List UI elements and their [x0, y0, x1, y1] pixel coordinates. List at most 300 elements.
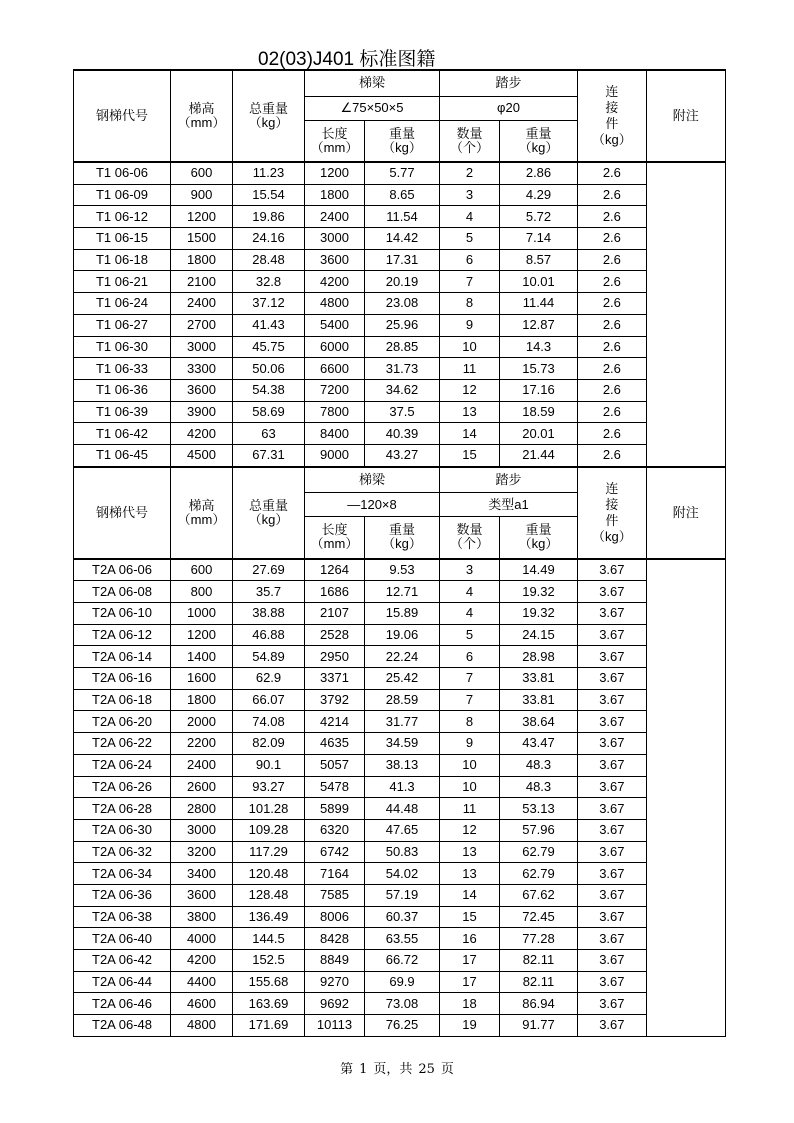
table-cell: T1 06-39: [74, 401, 171, 423]
table-row: [74, 928, 726, 950]
table-cell: 3.67: [578, 884, 647, 906]
header-text: 梯高: [188, 101, 215, 116]
table-row: [74, 228, 726, 250]
table-cell: 1800: [171, 689, 233, 711]
table-cell: 5478: [305, 776, 365, 798]
table-cell: T1 06-18: [74, 249, 171, 271]
table-cell: 4.29: [500, 184, 578, 206]
table-cell: 2.86: [500, 162, 578, 184]
table-cell: T2A 06-48: [74, 1015, 171, 1037]
table-cell: 15.73: [500, 358, 578, 380]
table-cell: 33.81: [500, 689, 578, 711]
table-cell: 2.6: [578, 184, 647, 206]
table-cell: 90.1: [233, 754, 305, 776]
table-cell: 43.47: [500, 733, 578, 755]
table-row: [74, 689, 726, 711]
table-cell: 6: [440, 646, 500, 668]
table-cell: 2.6: [578, 379, 647, 401]
table-cell: 2600: [171, 776, 233, 798]
table-cell: 40.39: [365, 423, 440, 445]
table-cell: 4: [440, 206, 500, 228]
table-cell: 152.5: [233, 950, 305, 972]
table-cell: 15: [440, 444, 500, 466]
table-cell: 34.62: [365, 379, 440, 401]
table-cell: 28.98: [500, 646, 578, 668]
table-cell: T2A 06-24: [74, 754, 171, 776]
table-cell: 2.6: [578, 249, 647, 271]
table-cell: 93.27: [233, 776, 305, 798]
table-cell: 6: [440, 249, 500, 271]
table-cell: 2400: [171, 293, 233, 315]
table-cell: 136.49: [233, 906, 305, 928]
table-cell: 17.31: [365, 249, 440, 271]
table-cell: 13: [440, 401, 500, 423]
table-cell: 3.67: [578, 733, 647, 755]
table-cell: 171.69: [233, 1015, 305, 1037]
table-cell: 120.48: [233, 863, 305, 885]
table-row: [74, 358, 726, 380]
table-row: [74, 1015, 726, 1037]
header-text: 梯高: [188, 497, 215, 513]
col-header-code: 钢梯代号: [74, 70, 171, 162]
header-text: 重量: [388, 125, 415, 141]
table-cell: 11: [440, 358, 500, 380]
table-cell: 91.77: [500, 1015, 578, 1037]
table-cell: 7.14: [500, 228, 578, 250]
table-cell: 37.12: [233, 293, 305, 315]
col-header-count: [440, 517, 500, 559]
table-cell: 14: [440, 423, 500, 445]
table-cell: 34.59: [365, 733, 440, 755]
table-row: [74, 668, 726, 690]
table-cell: T1 06-42: [74, 423, 171, 445]
table-row: [74, 206, 726, 228]
table-cell: 14.3: [500, 336, 578, 358]
col-header-step: 踏步: [440, 467, 578, 493]
table-cell: 48.3: [500, 754, 578, 776]
table-cell: 2800: [171, 798, 233, 820]
steel-ladder-table: [73, 69, 726, 1037]
table-cell: 155.68: [233, 971, 305, 993]
table-cell: 58.69: [233, 401, 305, 423]
table-row: [74, 819, 726, 841]
table-cell: 1000: [171, 603, 233, 625]
col-header-step-weight: [500, 120, 578, 162]
header-text: （mm）: [177, 511, 226, 527]
table-cell: 8.65: [365, 184, 440, 206]
table-cell: T1 06-12: [74, 206, 171, 228]
table-cell: 18.59: [500, 401, 578, 423]
table-cell: 2.6: [578, 314, 647, 336]
table-cell: 3.67: [578, 776, 647, 798]
table-cell: 13: [440, 841, 500, 863]
table-cell: T2A 06-40: [74, 928, 171, 950]
table-cell: 37.5: [365, 401, 440, 423]
table-cell: 1200: [171, 624, 233, 646]
table-cell: 15: [440, 906, 500, 928]
table-cell: 5.77: [365, 162, 440, 184]
table-cell: 5.72: [500, 206, 578, 228]
table-cell: 4800: [305, 293, 365, 315]
table-cell: 38.13: [365, 754, 440, 776]
table-cell: 2.6: [578, 206, 647, 228]
col-header-step-weight: [500, 517, 578, 559]
table-cell: 48.3: [500, 776, 578, 798]
table-cell: 3.67: [578, 624, 647, 646]
table-cell: 3200: [171, 841, 233, 863]
table-cell: T2A 06-18: [74, 689, 171, 711]
table-row: [74, 559, 726, 581]
table-cell: 3600: [171, 379, 233, 401]
footer-page-total: 25: [418, 1062, 435, 1077]
table-cell: 10: [440, 336, 500, 358]
table-cell: 60.37: [365, 906, 440, 928]
header-text: （mm）: [177, 115, 226, 130]
table-row: [74, 581, 726, 603]
header-text: （个）: [449, 139, 489, 155]
table-cell: 24.15: [500, 624, 578, 646]
table-cell: 4000: [171, 928, 233, 950]
table-cell: 17: [440, 971, 500, 993]
table-cell: 128.48: [233, 884, 305, 906]
beam-spec: —120×8: [305, 493, 440, 517]
table-cell: 11.23: [233, 162, 305, 184]
table-cell: T1 06-45: [74, 444, 171, 466]
table-cell: 3.67: [578, 646, 647, 668]
col-header-count: [440, 120, 500, 162]
table-row: [74, 884, 726, 906]
table-cell: 2.6: [578, 162, 647, 184]
conn-header-char: 连: [605, 84, 619, 99]
table-row: [74, 950, 726, 972]
table-cell: 31.77: [365, 711, 440, 733]
table-cell: 1264: [305, 559, 365, 581]
table-cell: 10.01: [500, 271, 578, 293]
table-cell: 4500: [171, 444, 233, 466]
table-cell: T2A 06-08: [74, 581, 171, 603]
table-cell: 62.9: [233, 668, 305, 690]
col-header-weight: [365, 517, 440, 559]
table-cell: 8.57: [500, 249, 578, 271]
table-cell: 10: [440, 754, 500, 776]
table-cell: 63.55: [365, 928, 440, 950]
table-cell: 54.02: [365, 863, 440, 885]
table-cell: 23.08: [365, 293, 440, 315]
table-cell: 86.94: [500, 993, 578, 1015]
table-cell: 2700: [171, 314, 233, 336]
table-cell: 144.5: [233, 928, 305, 950]
table-cell: 1600: [171, 668, 233, 690]
table-cell: T2A 06-16: [74, 668, 171, 690]
table-row: [74, 184, 726, 206]
table-cell: 3: [440, 559, 500, 581]
table-cell: 17.16: [500, 379, 578, 401]
table-row: [74, 863, 726, 885]
table-cell: 5400: [305, 314, 365, 336]
table-cell: 8: [440, 711, 500, 733]
table-cell: 38.64: [500, 711, 578, 733]
table-cell: 74.08: [233, 711, 305, 733]
table-cell: 117.29: [233, 841, 305, 863]
col-header-note: 附注: [646, 467, 725, 559]
footer-prefix: 第: [340, 1062, 354, 1077]
table-cell: 3.67: [578, 928, 647, 950]
header-text: 重量: [388, 522, 415, 538]
table-row: [74, 603, 726, 625]
table-cell: 69.9: [365, 971, 440, 993]
table-cell: T2A 06-20: [74, 711, 171, 733]
note-cell: [646, 559, 725, 1037]
header-text: 数量: [456, 522, 483, 538]
table-cell: 600: [171, 162, 233, 184]
table-cell: 47.65: [365, 819, 440, 841]
table-cell: 11.54: [365, 206, 440, 228]
table-row: [74, 444, 726, 466]
conn-header-unit: （kg）: [592, 528, 632, 544]
footer-page-number: 1: [359, 1062, 368, 1077]
table-cell: 15.89: [365, 603, 440, 625]
table-row: [74, 993, 726, 1015]
table-row: [74, 314, 726, 336]
table-cell: 4200: [171, 423, 233, 445]
table-cell: 3.67: [578, 559, 647, 581]
table-cell: 43.27: [365, 444, 440, 466]
table-cell: 3000: [171, 336, 233, 358]
header-text: （mm）: [310, 536, 359, 552]
table-cell: T1 06-06: [74, 162, 171, 184]
table-cell: 3.67: [578, 754, 647, 776]
table-row: [74, 733, 726, 755]
table-cell: 66.07: [233, 689, 305, 711]
table-row: [74, 249, 726, 271]
table-cell: 2950: [305, 646, 365, 668]
header-text: （kg）: [382, 139, 422, 155]
table-cell: 4: [440, 603, 500, 625]
table-cell: 12.71: [365, 581, 440, 603]
table-cell: 19.32: [500, 581, 578, 603]
table-cell: 4200: [171, 950, 233, 972]
table-cell: T1 06-15: [74, 228, 171, 250]
col-header-beam: 梯梁: [305, 467, 440, 493]
table-cell: 2.6: [578, 444, 647, 466]
table-cell: 8: [440, 293, 500, 315]
table-cell: 9000: [305, 444, 365, 466]
table-cell: 3.67: [578, 971, 647, 993]
col-header-beam: 梯梁: [305, 70, 440, 96]
table-row: [74, 162, 726, 184]
table-cell: 41.43: [233, 314, 305, 336]
table-cell: 4635: [305, 733, 365, 755]
table-cell: 101.28: [233, 798, 305, 820]
header-row: [74, 70, 726, 96]
conn-header-char: 件: [605, 512, 619, 528]
table-row: [74, 293, 726, 315]
header-text: （kg）: [248, 511, 289, 527]
table-cell: 9.53: [365, 559, 440, 581]
header-row: [74, 467, 726, 493]
table-cell: 3.67: [578, 603, 647, 625]
table-row: [74, 646, 726, 668]
table-cell: 50.83: [365, 841, 440, 863]
table-cell: 54.89: [233, 646, 305, 668]
table-cell: 82.09: [233, 733, 305, 755]
table-cell: 600: [171, 559, 233, 581]
table-cell: 3600: [171, 884, 233, 906]
table-cell: 3.67: [578, 863, 647, 885]
table-cell: 109.28: [233, 819, 305, 841]
table-row: [74, 971, 726, 993]
step-spec: 类型a1: [440, 493, 578, 517]
col-header-length: [305, 120, 365, 162]
header-text: 总重量: [248, 101, 288, 116]
table-cell: 4: [440, 581, 500, 603]
table-cell: 2.6: [578, 336, 647, 358]
table-cell: 7585: [305, 884, 365, 906]
table-cell: 72.45: [500, 906, 578, 928]
table-cell: 54.38: [233, 379, 305, 401]
header-text: 长度: [321, 125, 348, 141]
table-cell: 24.16: [233, 228, 305, 250]
header-text: （kg）: [382, 536, 422, 552]
header-text: 总重量: [248, 497, 288, 513]
beam-spec: ∠75×50×5: [305, 96, 440, 120]
table-cell: 16: [440, 928, 500, 950]
table-cell: 7: [440, 689, 500, 711]
table-cell: 1500: [171, 228, 233, 250]
table-cell: 6000: [305, 336, 365, 358]
table-row: [74, 754, 726, 776]
table-cell: 66.72: [365, 950, 440, 972]
table-cell: 3800: [171, 906, 233, 928]
col-header-total: [233, 70, 305, 162]
table-cell: 2.6: [578, 228, 647, 250]
table-cell: 3.67: [578, 1015, 647, 1037]
table-cell: 3000: [305, 228, 365, 250]
table-cell: T2A 06-14: [74, 646, 171, 668]
table-cell: 2200: [171, 733, 233, 755]
table-cell: 19: [440, 1015, 500, 1037]
table-cell: 3300: [171, 358, 233, 380]
table-cell: 11: [440, 798, 500, 820]
table-cell: 7: [440, 668, 500, 690]
table-cell: 8400: [305, 423, 365, 445]
table-cell: 900: [171, 184, 233, 206]
table-cell: 9270: [305, 971, 365, 993]
table-cell: 27.69: [233, 559, 305, 581]
table-cell: 82.11: [500, 950, 578, 972]
table-cell: T1 06-24: [74, 293, 171, 315]
table-cell: 7: [440, 271, 500, 293]
table-cell: 3.67: [578, 841, 647, 863]
table-cell: T1 06-27: [74, 314, 171, 336]
table-cell: 62.79: [500, 841, 578, 863]
table-cell: 3.67: [578, 668, 647, 690]
table-cell: 7800: [305, 401, 365, 423]
table-cell: 28.59: [365, 689, 440, 711]
col-header-height: [171, 467, 233, 559]
table-cell: 12: [440, 819, 500, 841]
conn-header-char: 件: [605, 116, 619, 131]
table-cell: 2.6: [578, 293, 647, 315]
table-cell: 14: [440, 884, 500, 906]
table-cell: 7200: [305, 379, 365, 401]
table-row: [74, 379, 726, 401]
table-cell: 73.08: [365, 993, 440, 1015]
table-cell: T2A 06-46: [74, 993, 171, 1015]
footer-suffix: 页: [440, 1062, 454, 1077]
table-cell: 4400: [171, 971, 233, 993]
table-cell: 3.67: [578, 993, 647, 1015]
table-cell: 8849: [305, 950, 365, 972]
table-cell: 20.01: [500, 423, 578, 445]
table-cell: T2A 06-22: [74, 733, 171, 755]
table-cell: 2.6: [578, 423, 647, 445]
table-row: [74, 841, 726, 863]
table-cell: T1 06-36: [74, 379, 171, 401]
table-cell: 4800: [171, 1015, 233, 1037]
table-cell: 5899: [305, 798, 365, 820]
col-header-weight: [365, 120, 440, 162]
table-cell: 3.67: [578, 906, 647, 928]
col-header-note: 附注: [646, 70, 725, 162]
table-cell: 3: [440, 184, 500, 206]
table-cell: 2400: [171, 754, 233, 776]
col-header-code: 钢梯代号: [74, 467, 171, 559]
table-cell: 3792: [305, 689, 365, 711]
table-cell: 19.06: [365, 624, 440, 646]
col-header-step: 踏步: [440, 70, 578, 96]
table-cell: 8428: [305, 928, 365, 950]
table-cell: 2528: [305, 624, 365, 646]
conn-header-char: 连: [605, 480, 619, 496]
table-cell: 800: [171, 581, 233, 603]
table-cell: 1800: [171, 249, 233, 271]
header-text: （kg）: [248, 115, 289, 130]
header-text: 重量: [525, 125, 552, 141]
table-row: [74, 711, 726, 733]
table-cell: 5: [440, 624, 500, 646]
table-cell: 82.11: [500, 971, 578, 993]
table-cell: 2.6: [578, 271, 647, 293]
footer-mid: 页，共: [373, 1062, 413, 1077]
table-row: [74, 776, 726, 798]
table-cell: T2A 06-44: [74, 971, 171, 993]
table-cell: 3.67: [578, 689, 647, 711]
table-row: [74, 336, 726, 358]
table-cell: 3600: [305, 249, 365, 271]
table-cell: 2.6: [578, 401, 647, 423]
table-cell: 45.75: [233, 336, 305, 358]
table-cell: T2A 06-06: [74, 559, 171, 581]
table-cell: T1 06-30: [74, 336, 171, 358]
col-header-length: [305, 517, 365, 559]
table-cell: 12: [440, 379, 500, 401]
conn-header-char: 接: [605, 496, 619, 512]
page-title: 02(03)J401 标准图籍: [258, 49, 436, 70]
table-cell: 3400: [171, 863, 233, 885]
table-cell: 25.96: [365, 314, 440, 336]
table-cell: 3900: [171, 401, 233, 423]
table-cell: 2.6: [578, 358, 647, 380]
table-cell: 76.25: [365, 1015, 440, 1037]
table-cell: 9: [440, 733, 500, 755]
table-cell: 25.42: [365, 668, 440, 690]
table-cell: 1200: [305, 162, 365, 184]
table-cell: T2A 06-34: [74, 863, 171, 885]
table-row: [74, 271, 726, 293]
table-cell: 3.67: [578, 798, 647, 820]
col-header-height: [171, 70, 233, 162]
